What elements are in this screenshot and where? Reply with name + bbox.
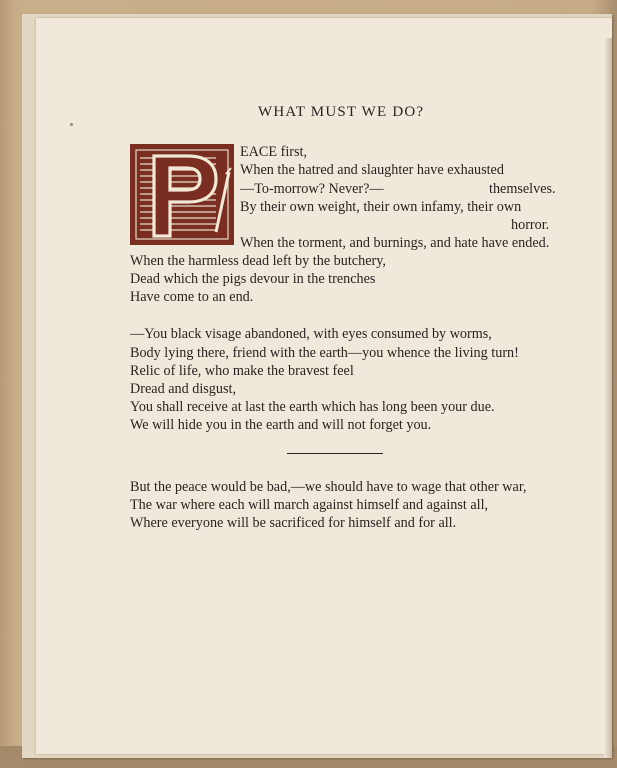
poem-line: When the hatred and slaughter have exhausted [240,162,504,178]
initial-p-woodcut-icon [130,144,234,245]
poem-line: Dread and disgust, [130,381,236,397]
book-page [36,18,612,754]
decorated-initial-p [130,144,234,245]
poem-line: EACE first, [240,144,307,160]
poem-line: —To-morrow? Never?— [240,181,384,197]
poem-line: But the peace would be bad,—we should have to wage that other war, [130,479,527,495]
poem-line: When the torment, and burnings, and hate have ended. [240,235,550,251]
poem-line: By their own weight, their own infamy, their own [240,199,522,215]
poem-line: We will hide you in the earth and will not forget you. [130,417,432,433]
poem-line: When the harmless dead left by the butchery, [130,253,386,269]
poem-line: Body lying there, friend with the earth—you whence the living turn! [130,345,519,361]
poem-line: Where everyone will be sacrificed for himself and for all. [130,515,457,531]
poem-line: You shall receive at last the earth which has long been your due. [130,399,495,415]
poem-line: Have come to an end. [130,289,254,305]
poem-title: WHAT MUST WE DO? [258,104,425,120]
poem-line: —You black visage abandoned, with eyes consumed by worms, [130,326,492,342]
page-gutter [604,38,612,758]
poem-line: themselves. [489,181,556,197]
poem-line: Relic of life, who make the bravest feel [130,363,354,379]
section-divider [287,453,383,454]
poem-line: Dead which the pigs devour in the trenches [130,271,376,287]
poem-line: The war where each will march against himself and against all, [130,497,489,513]
poem-line: horror. [511,217,550,233]
paper-speck [70,123,73,126]
